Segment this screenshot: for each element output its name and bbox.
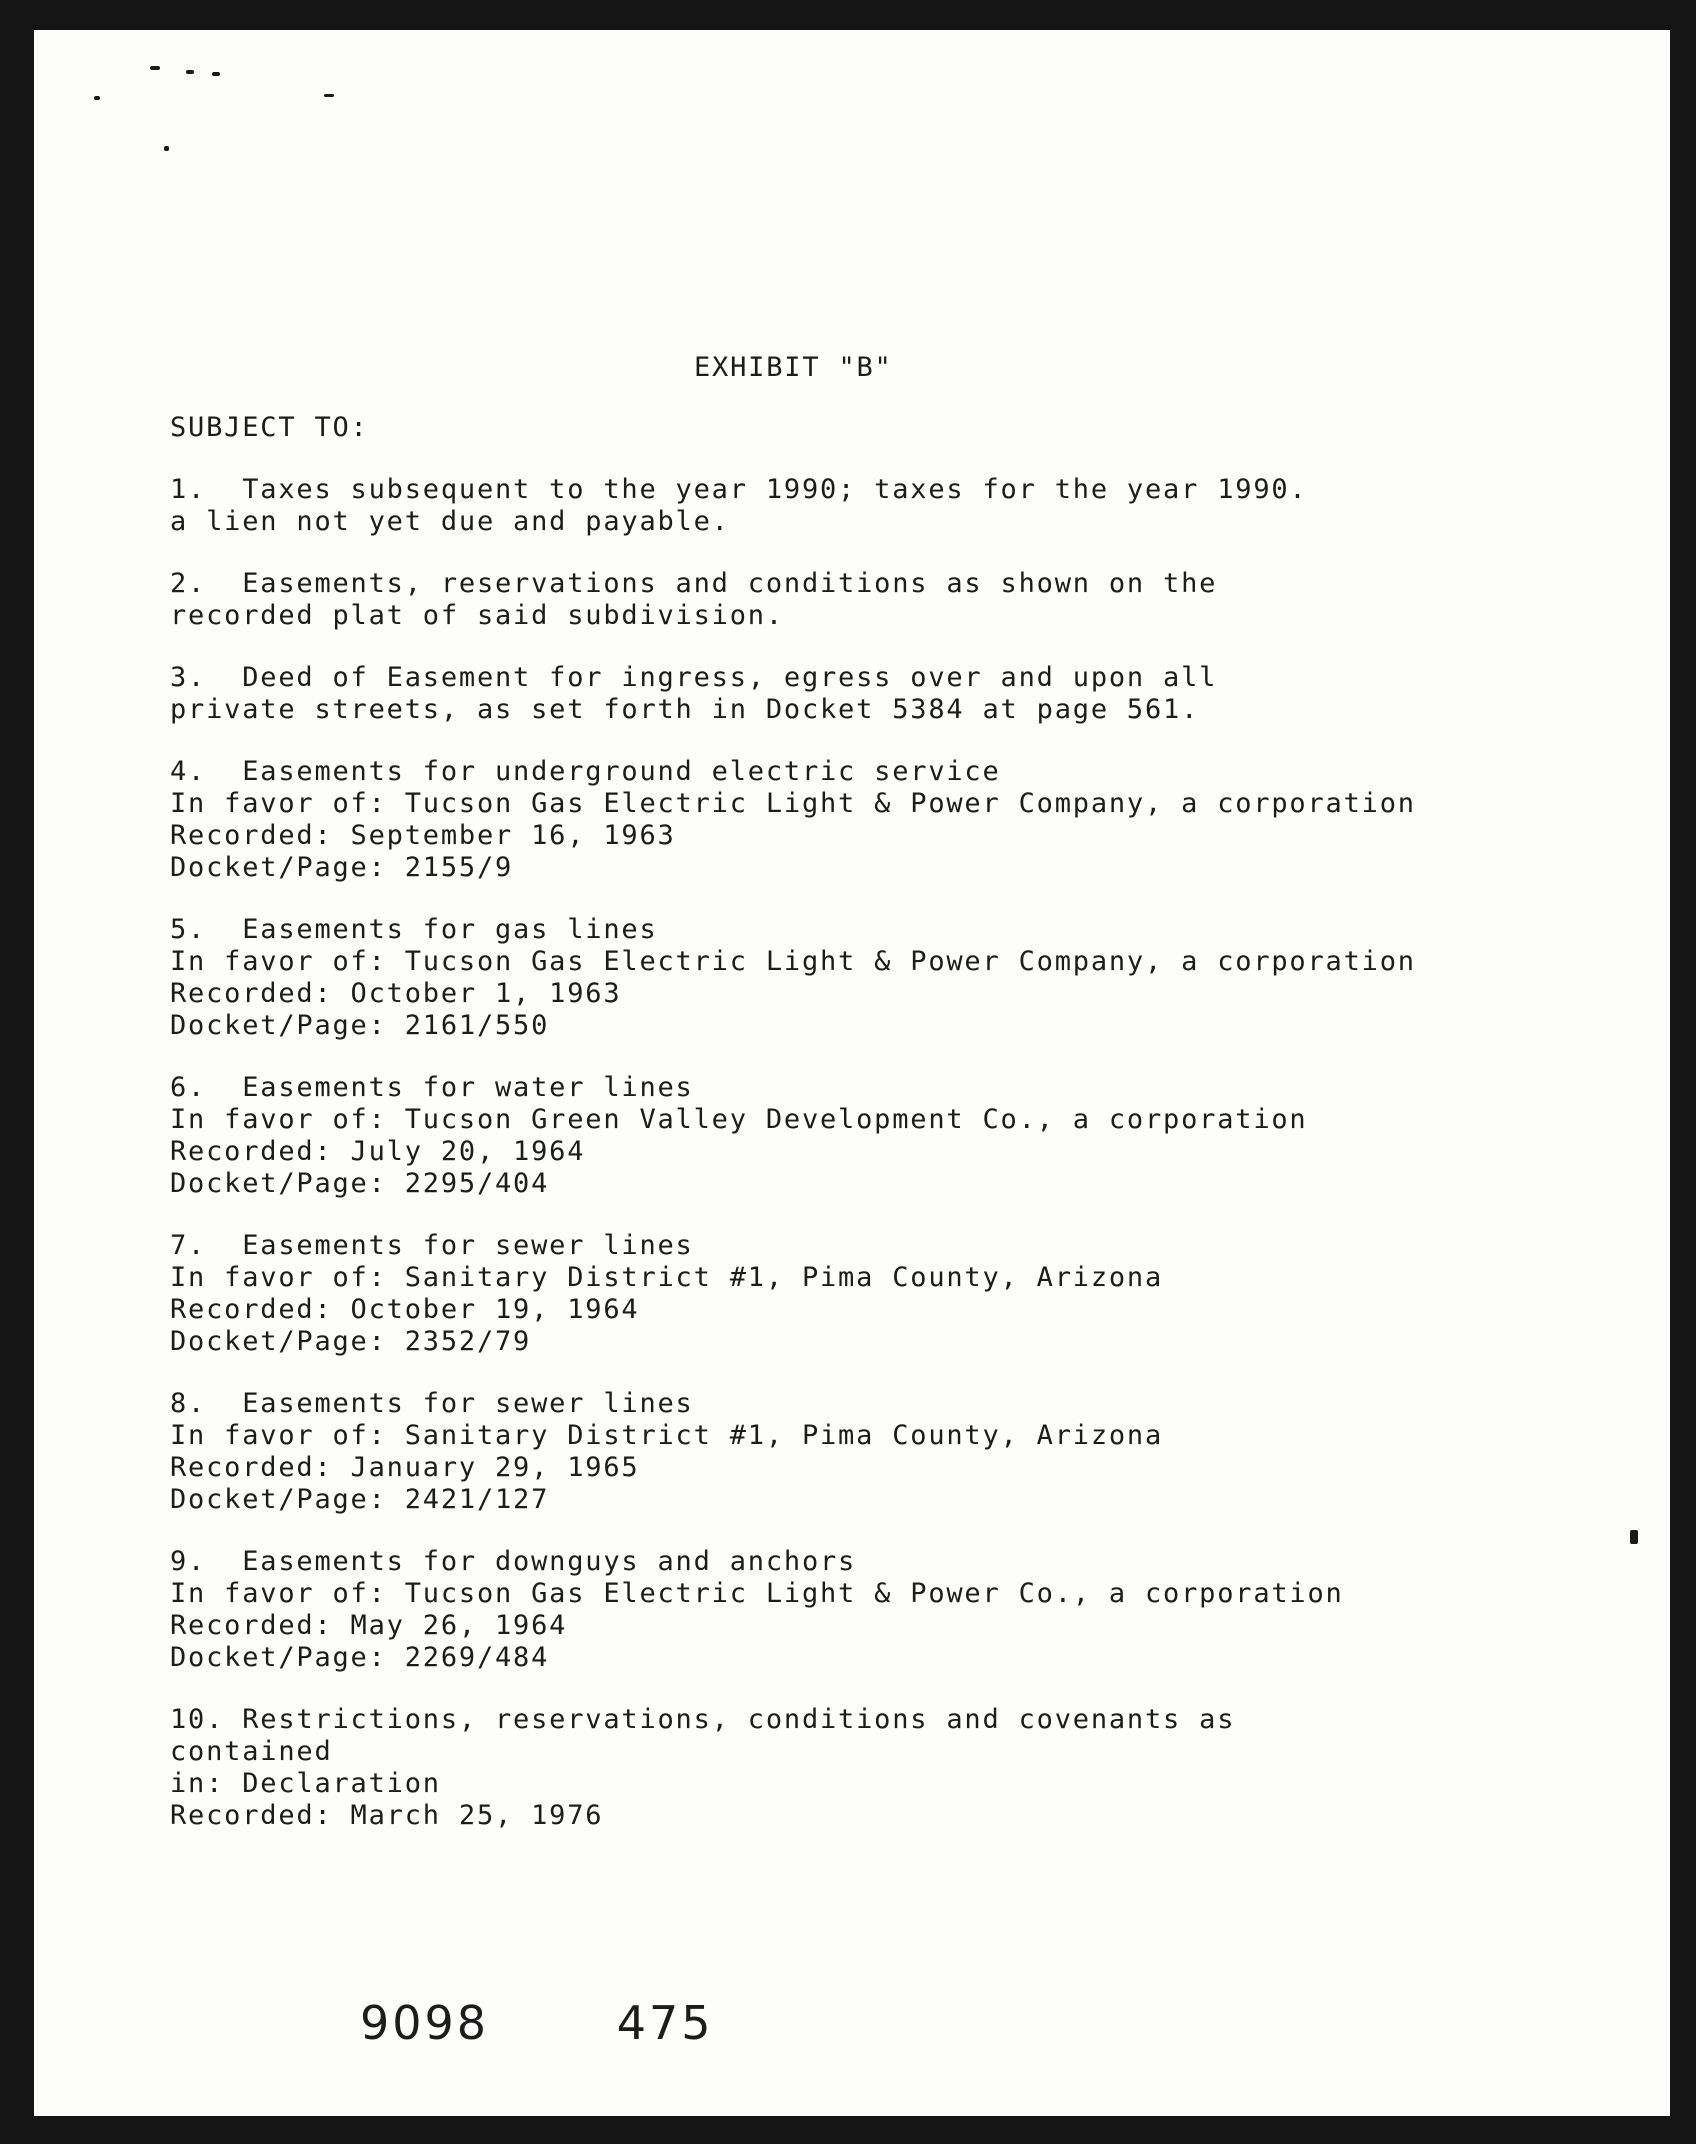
list-item bbox=[170, 1072, 1570, 1200]
scan-speck bbox=[212, 72, 220, 76]
item-line: In favor of: Sanitary District #1, Pima County, Arizona bbox=[170, 1420, 1164, 1451]
list-item bbox=[170, 756, 1570, 884]
page-number: 475 bbox=[616, 1996, 714, 2050]
item-line: In favor of: Tucson Gas Electric Light & Power Co., a corporation bbox=[170, 1578, 1344, 1609]
item-line: In favor of: Tucson Gas Electric Light & Power Company, a corporation bbox=[170, 946, 1416, 977]
item-line: Docket/Page: 2421/127 bbox=[170, 1484, 550, 1515]
item-line: 5. Easements for gas lines bbox=[170, 914, 658, 945]
item-line: Recorded: October 19, 1964 bbox=[170, 1294, 640, 1325]
item-line: Recorded: September 16, 1963 bbox=[170, 820, 676, 851]
item-line: 4. Easements for underground electric service bbox=[170, 756, 1001, 787]
list-item bbox=[170, 1230, 1570, 1358]
item-line: Recorded: March 25, 1976 bbox=[170, 1800, 604, 1831]
item-line: 7. Easements for sewer lines bbox=[170, 1230, 694, 1261]
item-line: In favor of: Tucson Gas Electric Light & Power Company, a corporation bbox=[170, 788, 1416, 819]
item-line: 3. Deed of Easement for ingress, egress over and upon all bbox=[170, 662, 1218, 693]
item-line: contained bbox=[170, 1736, 333, 1767]
scan-speck bbox=[150, 66, 160, 70]
item-line: 9. Easements for downguys and anchors bbox=[170, 1546, 857, 1577]
list-item bbox=[170, 474, 1570, 538]
list-item bbox=[170, 1546, 1570, 1674]
item-line: Recorded: May 26, 1964 bbox=[170, 1610, 568, 1641]
docket-number: 9098 bbox=[360, 1996, 490, 2050]
subject-heading: SUBJECT TO: bbox=[170, 412, 369, 443]
item-line: Recorded: July 20, 1964 bbox=[170, 1136, 586, 1167]
item-line: 1. Taxes subsequent to the year 1990; taxes for the year 1990. bbox=[170, 474, 1308, 505]
list-item bbox=[170, 1388, 1570, 1516]
item-line: In favor of: Sanitary District #1, Pima County, Arizona bbox=[170, 1262, 1164, 1293]
item-line: Docket/Page: 2295/404 bbox=[170, 1168, 550, 1199]
list-item bbox=[170, 662, 1570, 726]
item-line: a lien not yet due and payable. bbox=[170, 506, 730, 537]
item-line: Recorded: October 1, 1963 bbox=[170, 978, 622, 1009]
scan-speck bbox=[94, 96, 100, 100]
item-line: Docket/Page: 2155/9 bbox=[170, 852, 514, 883]
item-line: Docket/Page: 2269/484 bbox=[170, 1642, 550, 1673]
item-line: 2. Easements, reservations and conditions as shown on the bbox=[170, 568, 1218, 599]
item-line: 6. Easements for water lines bbox=[170, 1072, 694, 1103]
list-item bbox=[170, 1704, 1570, 1832]
item-line: Docket/Page: 2161/550 bbox=[170, 1010, 550, 1041]
exhibit-title: EXHIBIT "B" bbox=[694, 352, 893, 383]
scan-speck bbox=[324, 94, 334, 97]
list-item bbox=[170, 568, 1570, 632]
exhibit-document bbox=[170, 352, 1570, 1862]
list-item bbox=[170, 914, 1570, 1042]
item-line: in: Declaration bbox=[170, 1768, 441, 1799]
item-line: 8. Easements for sewer lines bbox=[170, 1388, 694, 1419]
item-line: In favor of: Tucson Green Valley Development Co., a corporation bbox=[170, 1104, 1308, 1135]
scan-speck bbox=[1630, 1530, 1638, 1544]
scan-speck bbox=[186, 70, 194, 74]
item-line: recorded plat of said subdivision. bbox=[170, 600, 784, 631]
item-line: Docket/Page: 2352/79 bbox=[170, 1326, 532, 1357]
item-line: 10. Restrictions, reservations, conditions and covenants as bbox=[170, 1704, 1236, 1735]
item-line: Recorded: January 29, 1965 bbox=[170, 1452, 640, 1483]
item-line: private streets, as set forth in Docket 5384 at page 561. bbox=[170, 694, 1200, 725]
docket-footer bbox=[360, 1996, 714, 2050]
scan-speck bbox=[164, 146, 169, 151]
